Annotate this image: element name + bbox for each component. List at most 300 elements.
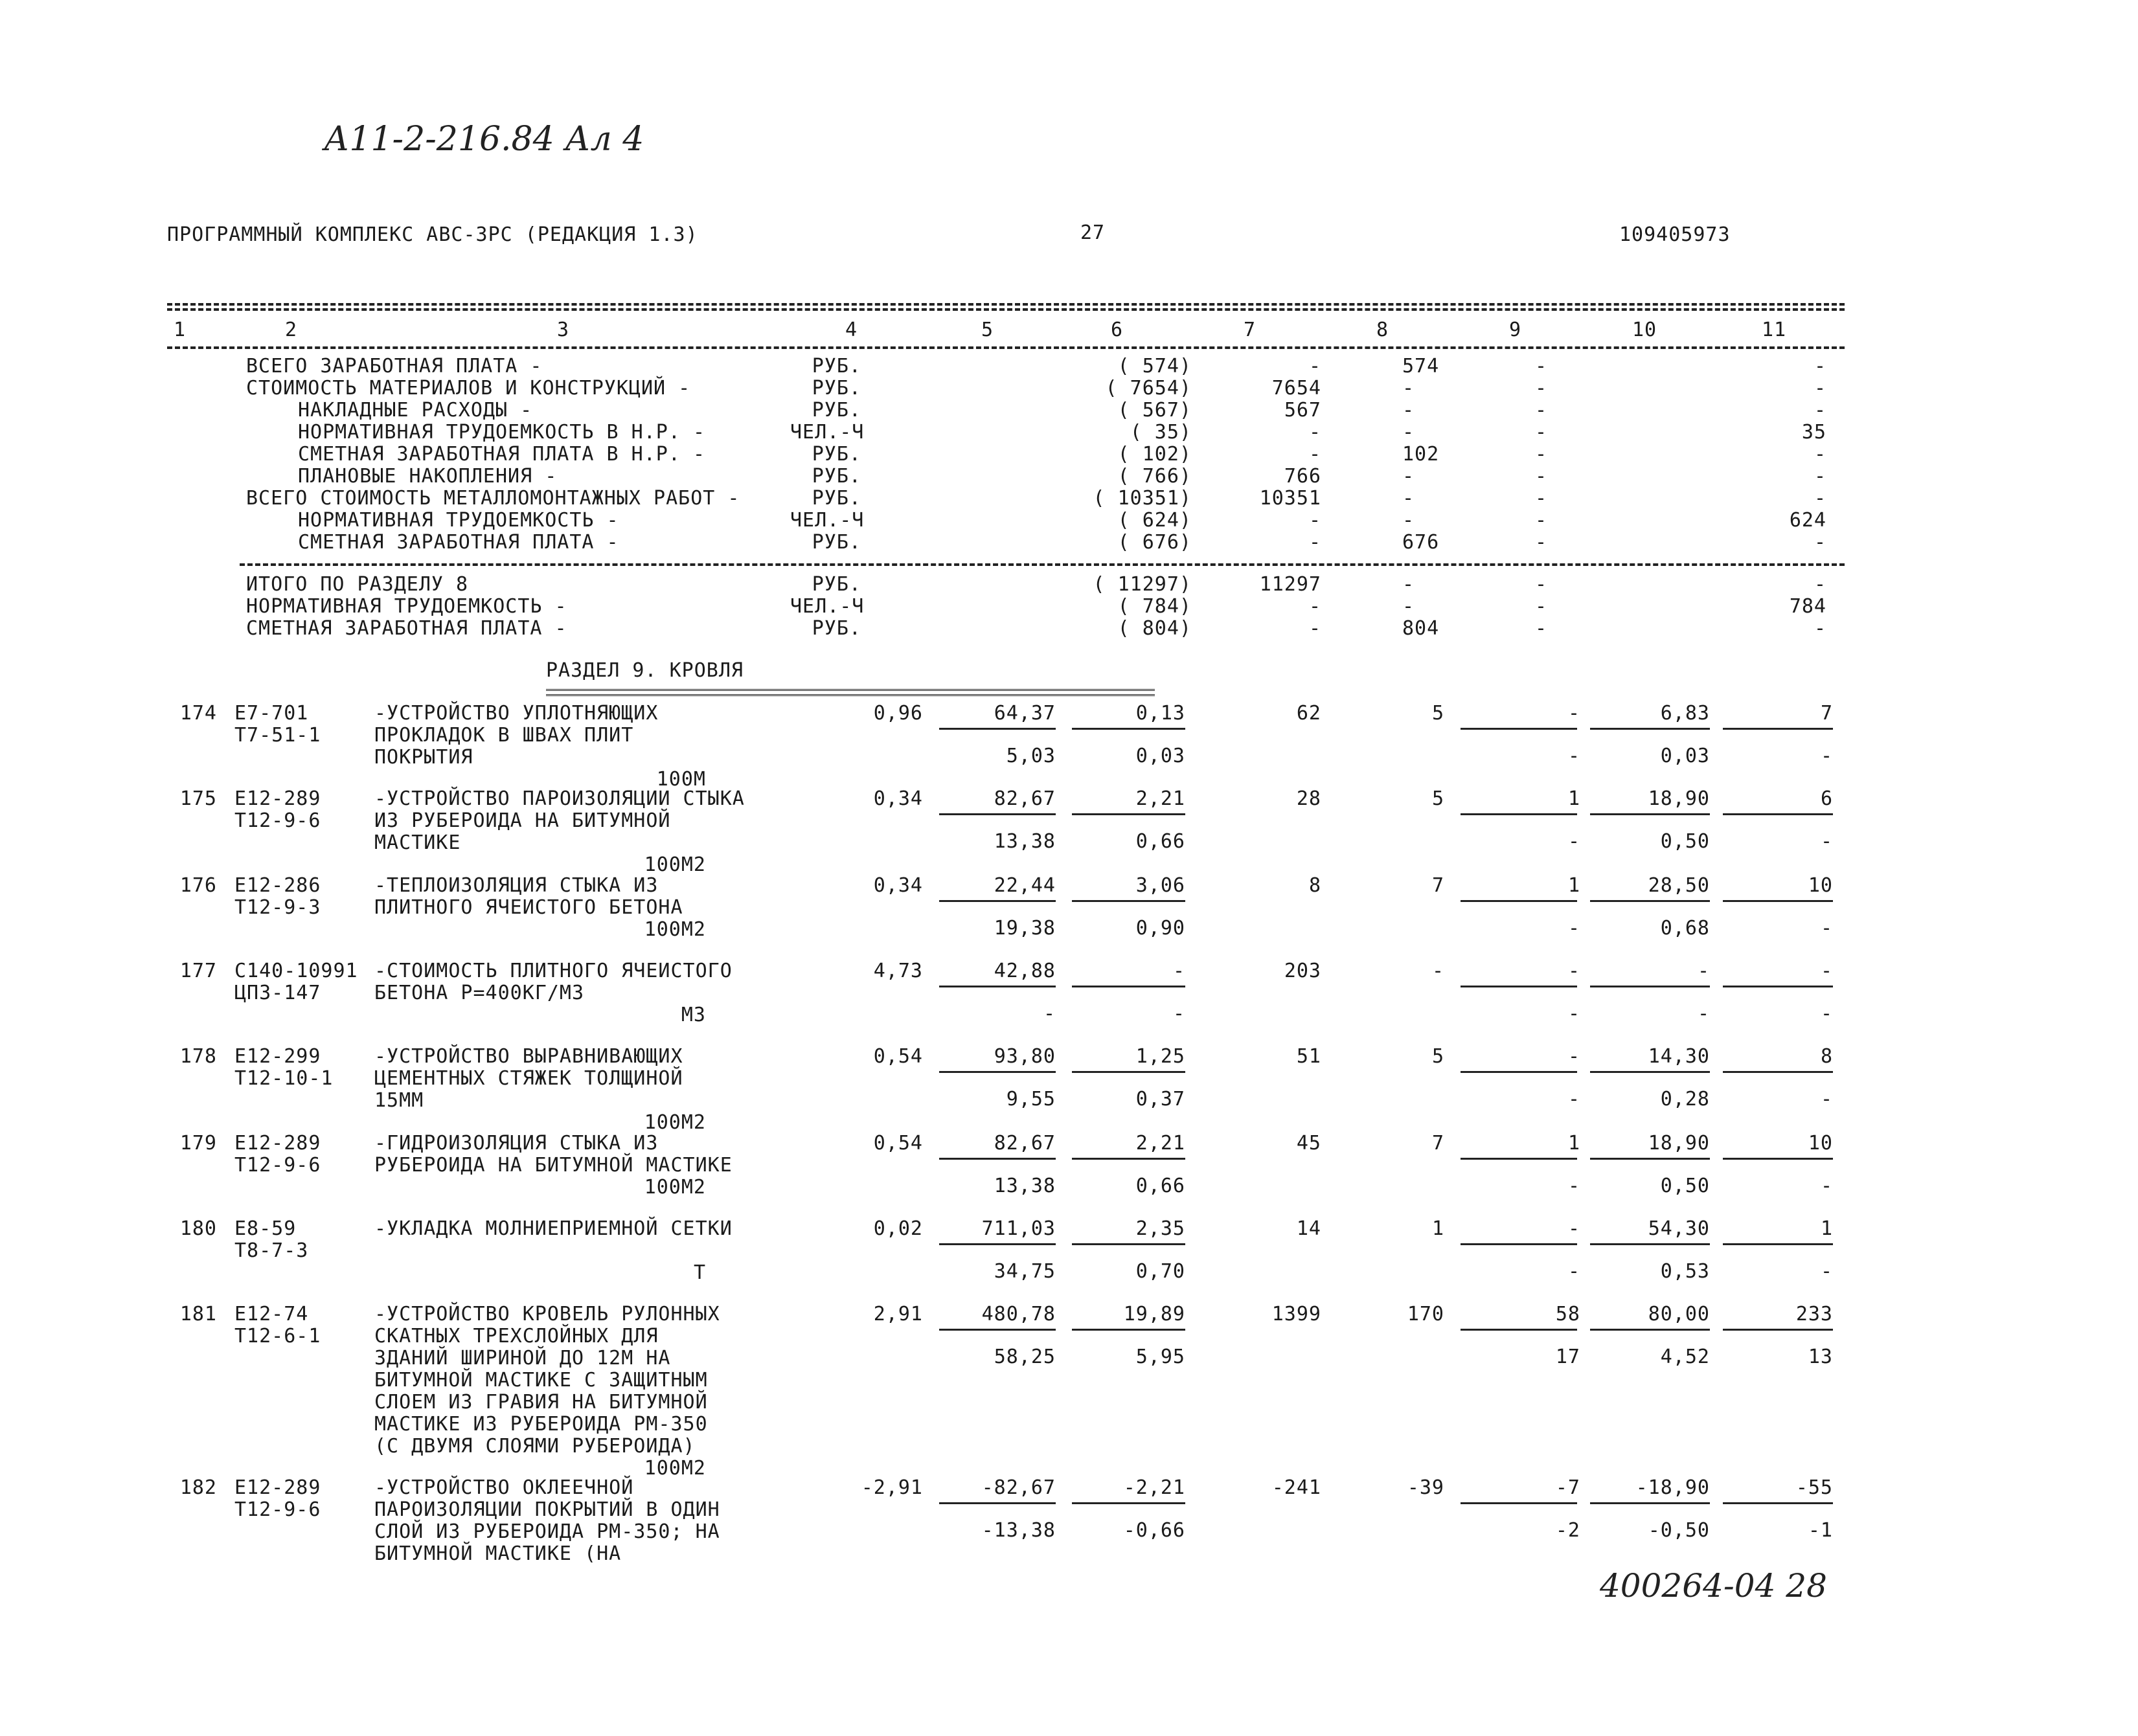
item-sub-rule xyxy=(1461,1502,1577,1504)
item-sub-rule xyxy=(1461,1243,1577,1245)
doc-number: 109405973 xyxy=(1619,223,1731,246)
item-code: Е8-59 xyxy=(234,1217,297,1240)
item-col10-secondary: -0,50 xyxy=(1648,1519,1710,1542)
item-col11-secondary: - xyxy=(1820,1175,1833,1197)
item-sub-rule xyxy=(1461,986,1577,987)
item-number: 182 xyxy=(179,1476,217,1499)
item-sub-rule xyxy=(1723,986,1833,987)
item-col4: 0,34 xyxy=(873,874,923,897)
section-total-row-col8: - xyxy=(1402,573,1415,596)
total-row-col9: - xyxy=(1535,487,1548,510)
section-title-underline xyxy=(546,689,1155,691)
item-col9: 1 xyxy=(1567,874,1580,897)
total-row-col9: - xyxy=(1535,377,1548,400)
item-col5-secondary: 58,25 xyxy=(994,1346,1056,1368)
item-col10: 54,30 xyxy=(1648,1217,1710,1240)
item-col9-secondary: - xyxy=(1567,1175,1580,1197)
section-total-row-col9: - xyxy=(1535,595,1548,618)
section-total-row-col6: ( 11297) xyxy=(1093,573,1192,596)
item-col9-secondary: - xyxy=(1567,1002,1580,1025)
item-sub-rule xyxy=(1590,986,1710,987)
item-number: 180 xyxy=(179,1217,217,1240)
total-row-col6: ( 766) xyxy=(1117,465,1192,488)
item-description-line: ЦЕМЕНТНЫХ СТЯЖЕК ТОЛЩИНОЙ xyxy=(374,1067,683,1090)
total-row-label: ПЛАНОВЫЕ НАКОПЛЕНИЯ - xyxy=(298,465,558,488)
item-col8: 7 xyxy=(1431,1132,1444,1155)
item-col9: - xyxy=(1567,1045,1580,1068)
item-sub-rule xyxy=(939,1329,1056,1331)
item-col6: - xyxy=(1172,960,1185,982)
section-title: РАЗДЕЛ 9. КРОВЛЯ xyxy=(546,659,744,682)
item-col11-secondary: - xyxy=(1820,830,1833,853)
item-sub-rule xyxy=(1072,900,1185,902)
item-col5-secondary: 13,38 xyxy=(994,830,1056,853)
item-sub-rule xyxy=(1461,813,1577,815)
item-description-line: СЛОЕМ ИЗ ГРАВИЯ НА БИТУМНОЙ xyxy=(374,1391,708,1414)
item-col5: 64,37 xyxy=(994,702,1056,725)
total-row-label: ВСЕГО ЗАРАБОТНАЯ ПЛАТА - xyxy=(246,355,543,378)
section-total-row-unit: РУБ. xyxy=(812,617,861,640)
column-header-10: 10 xyxy=(1632,319,1657,341)
item-col8: 5 xyxy=(1431,702,1444,725)
item-sub-rule xyxy=(939,1158,1056,1160)
item-col6-secondary: 0,66 xyxy=(1135,830,1185,853)
item-description-line: -СТОИМОСТЬ ПЛИТНОГО ЯЧЕИСТОГО xyxy=(374,960,733,982)
item-col5-secondary: 13,38 xyxy=(994,1175,1056,1197)
item-code: Е12-289 xyxy=(234,1476,321,1499)
item-col5: 480,78 xyxy=(981,1303,1056,1325)
total-row-col11: - xyxy=(1814,531,1826,554)
item-description-line: БИТУМНОЙ МАСТИКЕ С ЗАЩИТНЫМ xyxy=(374,1369,708,1392)
total-row-col9: - xyxy=(1535,531,1548,554)
item-code: Е12-289 xyxy=(234,787,321,810)
item-col8: 5 xyxy=(1431,787,1444,810)
total-row-col9: - xyxy=(1535,355,1548,378)
item-code: С140-10991 xyxy=(234,960,358,982)
total-row-col8: - xyxy=(1402,421,1415,444)
section-total-row-col9: - xyxy=(1535,617,1548,640)
item-sub-rule xyxy=(1072,728,1185,730)
doc-code: А11-2-216.84 Ал 4 xyxy=(324,120,644,159)
item-col6: 2,21 xyxy=(1135,787,1185,810)
item-col11-secondary: 13 xyxy=(1808,1346,1833,1368)
item-sub-rule xyxy=(939,1243,1056,1245)
item-sub-rule xyxy=(1461,1071,1577,1073)
item-description-line: БЕТОНА Р=400КГ/М3 xyxy=(374,982,585,1004)
item-sub-rule xyxy=(1072,1158,1185,1160)
item-sub-rule xyxy=(1723,1243,1833,1245)
column-header-9: 9 xyxy=(1509,319,1522,341)
total-row-col9: - xyxy=(1535,443,1548,466)
item-sub-rule xyxy=(1072,1502,1185,1504)
item-sub-rule xyxy=(1723,728,1833,730)
item-col10: 28,50 xyxy=(1648,874,1710,897)
item-col5: 42,88 xyxy=(994,960,1056,982)
item-col5: 93,80 xyxy=(994,1045,1056,1068)
item-sub-rule xyxy=(1590,1158,1710,1160)
total-row-col8: 574 xyxy=(1402,355,1440,378)
section-total-row-label: НОРМАТИВНАЯ ТРУДОЕМКОСТЬ - xyxy=(246,595,567,618)
section-total-row-col7: - xyxy=(1308,595,1321,618)
total-row-label: НОРМАТИВНАЯ ТРУДОЕМКОСТЬ В Н.Р. - xyxy=(298,421,706,444)
item-col6-secondary: 5,95 xyxy=(1135,1346,1185,1368)
item-col10: 6,83 xyxy=(1660,702,1710,725)
item-unit: Т xyxy=(693,1261,706,1284)
item-sub-rule xyxy=(1461,900,1577,902)
total-row-col6: ( 676) xyxy=(1117,531,1192,554)
item-col8: 7 xyxy=(1431,874,1444,897)
table-top-rule-2 xyxy=(167,308,1845,311)
column-header-1: 1 xyxy=(174,319,187,341)
item-col11: -55 xyxy=(1795,1476,1833,1499)
item-col11-secondary: -1 xyxy=(1808,1519,1833,1542)
item-col5-secondary: 19,38 xyxy=(994,917,1056,940)
total-row-unit: РУБ. xyxy=(812,377,861,400)
item-col7: 45 xyxy=(1296,1132,1321,1155)
item-sub-rule xyxy=(1072,1071,1185,1073)
item-col7: 62 xyxy=(1296,702,1321,725)
total-row-col7: 7654 xyxy=(1271,377,1321,400)
item-col6-secondary: 0,03 xyxy=(1135,745,1185,767)
table-top-rule xyxy=(167,303,1845,306)
item-col5-secondary: 5,03 xyxy=(1006,745,1056,767)
item-col11-secondary: - xyxy=(1820,917,1833,940)
item-description-line: -ГИДРОИЗОЛЯЦИЯ СТЫКА ИЗ xyxy=(374,1132,659,1155)
item-description-line: ПЛИТНОГО ЯЧЕИСТОГО БЕТОНА xyxy=(374,896,683,919)
item-col11: 1 xyxy=(1820,1217,1833,1240)
item-col6-secondary: 0,66 xyxy=(1135,1175,1185,1197)
item-description-line: 15ММ xyxy=(374,1089,424,1112)
section-total-row-col8: - xyxy=(1402,595,1415,618)
item-col6-secondary: - xyxy=(1172,1002,1185,1025)
item-col10-secondary: 0,68 xyxy=(1660,917,1710,940)
item-sub-rule xyxy=(1590,728,1710,730)
item-sub-rule xyxy=(1590,1243,1710,1245)
section-total-row-col11: 784 xyxy=(1789,595,1826,618)
item-col10: 14,30 xyxy=(1648,1045,1710,1068)
item-col11: 10 xyxy=(1808,874,1833,897)
section-title-underline-2 xyxy=(546,694,1155,696)
total-row-col8: - xyxy=(1402,399,1415,422)
item-code: Е12-299 xyxy=(234,1045,321,1068)
section-total-row-unit: РУБ. xyxy=(812,573,861,596)
item-description-line: РУБЕРОИДА НА БИТУМНОЙ МАСТИКЕ xyxy=(374,1154,733,1177)
section-total-row-col8: 804 xyxy=(1402,617,1440,640)
item-unit: 100М xyxy=(656,768,706,791)
item-description-line: -УСТРОЙСТВО КРОВЕЛЬ РУЛОННЫХ xyxy=(374,1303,720,1325)
item-number: 175 xyxy=(179,787,217,810)
section-total-row-col7: 11297 xyxy=(1259,573,1321,596)
item-sub-rule xyxy=(939,1502,1056,1504)
total-row-col6: ( 624) xyxy=(1117,509,1192,532)
item-description-line: -УСТРОЙСТВО ПАРОИЗОЛЯЦИИ СТЫКА xyxy=(374,787,745,810)
item-col6-secondary: -0,66 xyxy=(1123,1519,1185,1542)
column-header-6: 6 xyxy=(1111,319,1124,341)
item-code-2: Т12-10-1 xyxy=(234,1067,334,1090)
item-col10-secondary: 0,50 xyxy=(1660,1175,1710,1197)
total-row-col11: - xyxy=(1814,443,1826,466)
item-sub-rule xyxy=(1723,1502,1833,1504)
item-unit: 100М2 xyxy=(644,853,706,876)
item-sub-rule xyxy=(1590,1502,1710,1504)
item-sub-rule xyxy=(1590,1329,1710,1331)
item-col9-secondary: - xyxy=(1567,1260,1580,1283)
column-header-7: 7 xyxy=(1244,319,1257,341)
item-unit: 100М2 xyxy=(644,1457,706,1480)
item-col10: 18,90 xyxy=(1648,1132,1710,1155)
item-col9: 1 xyxy=(1567,1132,1580,1155)
total-row-unit: РУБ. xyxy=(812,399,861,422)
item-col9: - xyxy=(1567,1217,1580,1240)
total-row-col6: ( 102) xyxy=(1117,443,1192,466)
item-col9-secondary: - xyxy=(1567,1088,1580,1110)
item-col7: 51 xyxy=(1296,1045,1321,1068)
item-sub-rule xyxy=(1072,1329,1185,1331)
item-col7: 8 xyxy=(1308,874,1321,897)
item-col10: 80,00 xyxy=(1648,1303,1710,1325)
item-col4: 0,34 xyxy=(873,787,923,810)
total-row-unit: РУБ. xyxy=(812,487,861,510)
item-description-line: МАСТИКЕ xyxy=(374,831,461,854)
total-row-col7: 567 xyxy=(1284,399,1321,422)
total-row-unit: ЧЕЛ.-Ч xyxy=(790,421,865,444)
total-row-col6: ( 35) xyxy=(1130,421,1192,444)
item-col7: 1399 xyxy=(1271,1303,1321,1325)
item-col5: 711,03 xyxy=(981,1217,1056,1240)
item-col5-secondary: -13,38 xyxy=(981,1519,1056,1542)
section-total-row-col7: - xyxy=(1308,617,1321,640)
item-col11-secondary: - xyxy=(1820,1260,1833,1283)
item-col11: 8 xyxy=(1820,1045,1833,1068)
column-header-5: 5 xyxy=(981,319,994,341)
total-row-label: НАКЛАДНЫЕ РАСХОДЫ - xyxy=(298,399,533,422)
item-description-line: ПОКРЫТИЯ xyxy=(374,746,473,769)
item-col4: -2,91 xyxy=(861,1476,923,1499)
total-row-col9: - xyxy=(1535,465,1548,488)
item-col6-secondary: 0,90 xyxy=(1135,917,1185,940)
item-col7: 14 xyxy=(1296,1217,1321,1240)
item-col9: -7 xyxy=(1555,1476,1580,1499)
total-row-label: ВСЕГО СТОИМОСТЬ МЕТАЛЛОМОНТАЖНЫХ РАБОТ - xyxy=(246,487,740,510)
item-col8: 1 xyxy=(1431,1217,1444,1240)
item-col5-secondary: 9,55 xyxy=(1006,1088,1056,1110)
item-col4: 4,73 xyxy=(873,960,923,982)
item-description-line: ПРОКЛАДОК В ШВАХ ПЛИТ xyxy=(374,724,634,747)
item-number: 178 xyxy=(179,1045,217,1068)
item-code-2: Т12-6-1 xyxy=(234,1325,321,1347)
total-row-unit: РУБ. xyxy=(812,355,861,378)
item-unit: М3 xyxy=(681,1004,706,1026)
item-col9: - xyxy=(1567,702,1580,725)
item-col7: 203 xyxy=(1284,960,1321,982)
item-sub-rule xyxy=(1072,986,1185,987)
item-sub-rule xyxy=(1723,1071,1833,1073)
total-row-col11: - xyxy=(1814,377,1826,400)
total-row-col7: - xyxy=(1308,531,1321,554)
item-col5: 22,44 xyxy=(994,874,1056,897)
item-sub-rule xyxy=(1590,813,1710,815)
item-col9-secondary: - xyxy=(1567,830,1580,853)
total-row-col11: - xyxy=(1814,465,1826,488)
item-col10-secondary: - xyxy=(1697,1002,1710,1025)
total-row-unit: РУБ. xyxy=(812,465,861,488)
total-row-col7: - xyxy=(1308,355,1321,378)
item-col4: 0,96 xyxy=(873,702,923,725)
item-sub-rule xyxy=(1461,728,1577,730)
total-row-col9: - xyxy=(1535,509,1548,532)
total-row-col8: - xyxy=(1402,487,1415,510)
page-number: 27 xyxy=(1080,221,1106,244)
item-number: 174 xyxy=(179,702,217,725)
column-header-4: 4 xyxy=(845,319,858,341)
item-col6: 1,25 xyxy=(1135,1045,1185,1068)
item-col11: 6 xyxy=(1820,787,1833,810)
item-col9-secondary: 17 xyxy=(1555,1346,1580,1368)
item-description-line: ПАРОИЗОЛЯЦИИ ПОКРЫТИЙ В ОДИН xyxy=(374,1498,720,1521)
item-col4: 2,91 xyxy=(873,1303,923,1325)
item-sub-rule xyxy=(1723,1158,1833,1160)
item-description-line: МАСТИКЕ ИЗ РУБЕРОИДА РМ-350 xyxy=(374,1413,708,1436)
program-title: ПРОГРАММНЫЙ КОМПЛЕКС АВС-3РС (РЕДАКЦИЯ 1.3) xyxy=(167,223,698,246)
total-row-col6: ( 567) xyxy=(1117,399,1192,422)
item-col11: - xyxy=(1820,960,1833,982)
item-code: Е12-289 xyxy=(234,1132,321,1155)
item-sub-rule xyxy=(1461,1329,1577,1331)
total-row-col11: - xyxy=(1814,487,1826,510)
column-header-3: 3 xyxy=(557,319,570,341)
section-total-row-unit: ЧЕЛ.-Ч xyxy=(790,595,865,618)
item-description-line: СКАТНЫХ ТРЕХСЛОЙНЫХ ДЛЯ xyxy=(374,1325,659,1347)
section-total-row-col6: ( 784) xyxy=(1117,595,1192,618)
item-description-line: -УКЛАДКА МОЛНИЕПРИЕМНОЙ СЕТКИ xyxy=(374,1217,733,1240)
item-unit: 100М2 xyxy=(644,1176,706,1199)
item-code-2: Т12-9-6 xyxy=(234,809,321,832)
item-number: 181 xyxy=(179,1303,217,1325)
section-total-row-col6: ( 804) xyxy=(1117,617,1192,640)
total-row-col8: 676 xyxy=(1402,531,1440,554)
item-col4: 0,02 xyxy=(873,1217,923,1240)
item-description-line: ЗДАНИЙ ШИРИНОЙ ДО 12М НА xyxy=(374,1347,671,1370)
total-row-label: НОРМАТИВНАЯ ТРУДОЕМКОСТЬ - xyxy=(298,509,619,532)
item-unit: 100М2 xyxy=(644,1111,706,1134)
item-col10-secondary: 4,52 xyxy=(1660,1346,1710,1368)
item-col8: - xyxy=(1431,960,1444,982)
total-row-col7: - xyxy=(1308,421,1321,444)
item-col5: 82,67 xyxy=(994,787,1056,810)
item-description-line: -УСТРОЙСТВО ВЫРАВНИВАЮЩИХ xyxy=(374,1045,683,1068)
item-code-2: Т12-9-6 xyxy=(234,1498,321,1521)
item-col11-secondary: - xyxy=(1820,1002,1833,1025)
item-col10: -18,90 xyxy=(1635,1476,1710,1499)
section-total-row-label: ИТОГО ПО РАЗДЕЛУ 8 xyxy=(246,573,469,596)
item-col8: 5 xyxy=(1431,1045,1444,1068)
item-col5: 82,67 xyxy=(994,1132,1056,1155)
item-code: Е12-286 xyxy=(234,874,321,897)
item-unit: 100М2 xyxy=(644,918,706,941)
total-row-col8: - xyxy=(1402,509,1415,532)
item-sub-rule xyxy=(939,813,1056,815)
item-col10-secondary: 0,53 xyxy=(1660,1260,1710,1283)
item-col9-secondary: - xyxy=(1567,917,1580,940)
item-sub-rule xyxy=(1723,813,1833,815)
item-col10-secondary: 0,03 xyxy=(1660,745,1710,767)
item-col4: 0,54 xyxy=(873,1132,923,1155)
item-col8: -39 xyxy=(1407,1476,1444,1499)
column-header-2: 2 xyxy=(285,319,298,341)
item-sub-rule xyxy=(1590,1071,1710,1073)
column-header-11: 11 xyxy=(1762,319,1787,341)
total-row-unit: РУБ. xyxy=(812,531,861,554)
footer-code: 400264-04 28 xyxy=(1600,1567,1827,1605)
item-col6-secondary: 0,70 xyxy=(1135,1260,1185,1283)
section-total-row-label: СМЕТНАЯ ЗАРАБОТНАЯ ПЛАТА - xyxy=(246,617,567,640)
item-description-line: БИТУМНОЙ МАСТИКЕ (НА xyxy=(374,1542,622,1565)
total-row-col7: - xyxy=(1308,509,1321,532)
item-col5-secondary: 34,75 xyxy=(994,1260,1056,1283)
item-col6: 0,13 xyxy=(1135,702,1185,725)
item-col6: 19,89 xyxy=(1123,1303,1185,1325)
item-code-2: Т12-9-3 xyxy=(234,896,321,919)
item-col6: 2,21 xyxy=(1135,1132,1185,1155)
item-sub-rule xyxy=(939,728,1056,730)
total-row-col11: - xyxy=(1814,355,1826,378)
item-col11-secondary: - xyxy=(1820,745,1833,767)
item-col9-secondary: - xyxy=(1567,745,1580,767)
total-row-col7: 10351 xyxy=(1259,487,1321,510)
item-col7: -241 xyxy=(1271,1476,1321,1499)
total-row-col8: - xyxy=(1402,377,1415,400)
item-col10: 18,90 xyxy=(1648,787,1710,810)
total-row-col11: - xyxy=(1814,399,1826,422)
item-code-2: Т8-7-3 xyxy=(234,1239,309,1262)
total-row-unit: ЧЕЛ.-Ч xyxy=(790,509,865,532)
item-col9-secondary: -2 xyxy=(1555,1519,1580,1542)
total-row-col7: 766 xyxy=(1284,465,1321,488)
item-sub-rule xyxy=(1723,900,1833,902)
total-row-unit: РУБ. xyxy=(812,443,861,466)
total-row-col8: - xyxy=(1402,465,1415,488)
item-description-line: -ТЕПЛОИЗОЛЯЦИЯ СТЫКА ИЗ xyxy=(374,874,659,897)
item-col6: -2,21 xyxy=(1123,1476,1185,1499)
total-row-col8: 102 xyxy=(1402,443,1440,466)
item-sub-rule xyxy=(1723,1329,1833,1331)
total-row-col6: ( 574) xyxy=(1117,355,1192,378)
item-col5: -82,67 xyxy=(981,1476,1056,1499)
item-col11: 233 xyxy=(1795,1303,1833,1325)
item-sub-rule xyxy=(939,1071,1056,1073)
item-description-line: СЛОЙ ИЗ РУБЕРОИДА РМ-350; НА xyxy=(374,1520,720,1543)
total-row-col9: - xyxy=(1535,399,1548,422)
section-total-row-col11: - xyxy=(1814,573,1826,596)
item-number: 177 xyxy=(179,960,217,982)
header-rule xyxy=(167,346,1845,349)
section-total-row-col11: - xyxy=(1814,617,1826,640)
item-col6: 2,35 xyxy=(1135,1217,1185,1240)
item-code: Е7-701 xyxy=(234,702,309,725)
total-row-col11: 35 xyxy=(1801,421,1826,444)
item-code: Е12-74 xyxy=(234,1303,309,1325)
item-sub-rule xyxy=(1072,813,1185,815)
item-description-line: -УСТРОЙСТВО УПЛОТНЯЮЩИХ xyxy=(374,702,659,725)
item-sub-rule xyxy=(1461,1158,1577,1160)
item-number: 176 xyxy=(179,874,217,897)
item-col10: - xyxy=(1697,960,1710,982)
item-code-2: Т7-51-1 xyxy=(234,724,321,747)
item-col5-secondary: - xyxy=(1043,1002,1056,1025)
item-col11: 10 xyxy=(1808,1132,1833,1155)
column-header-8: 8 xyxy=(1376,319,1389,341)
item-sub-rule xyxy=(939,986,1056,987)
